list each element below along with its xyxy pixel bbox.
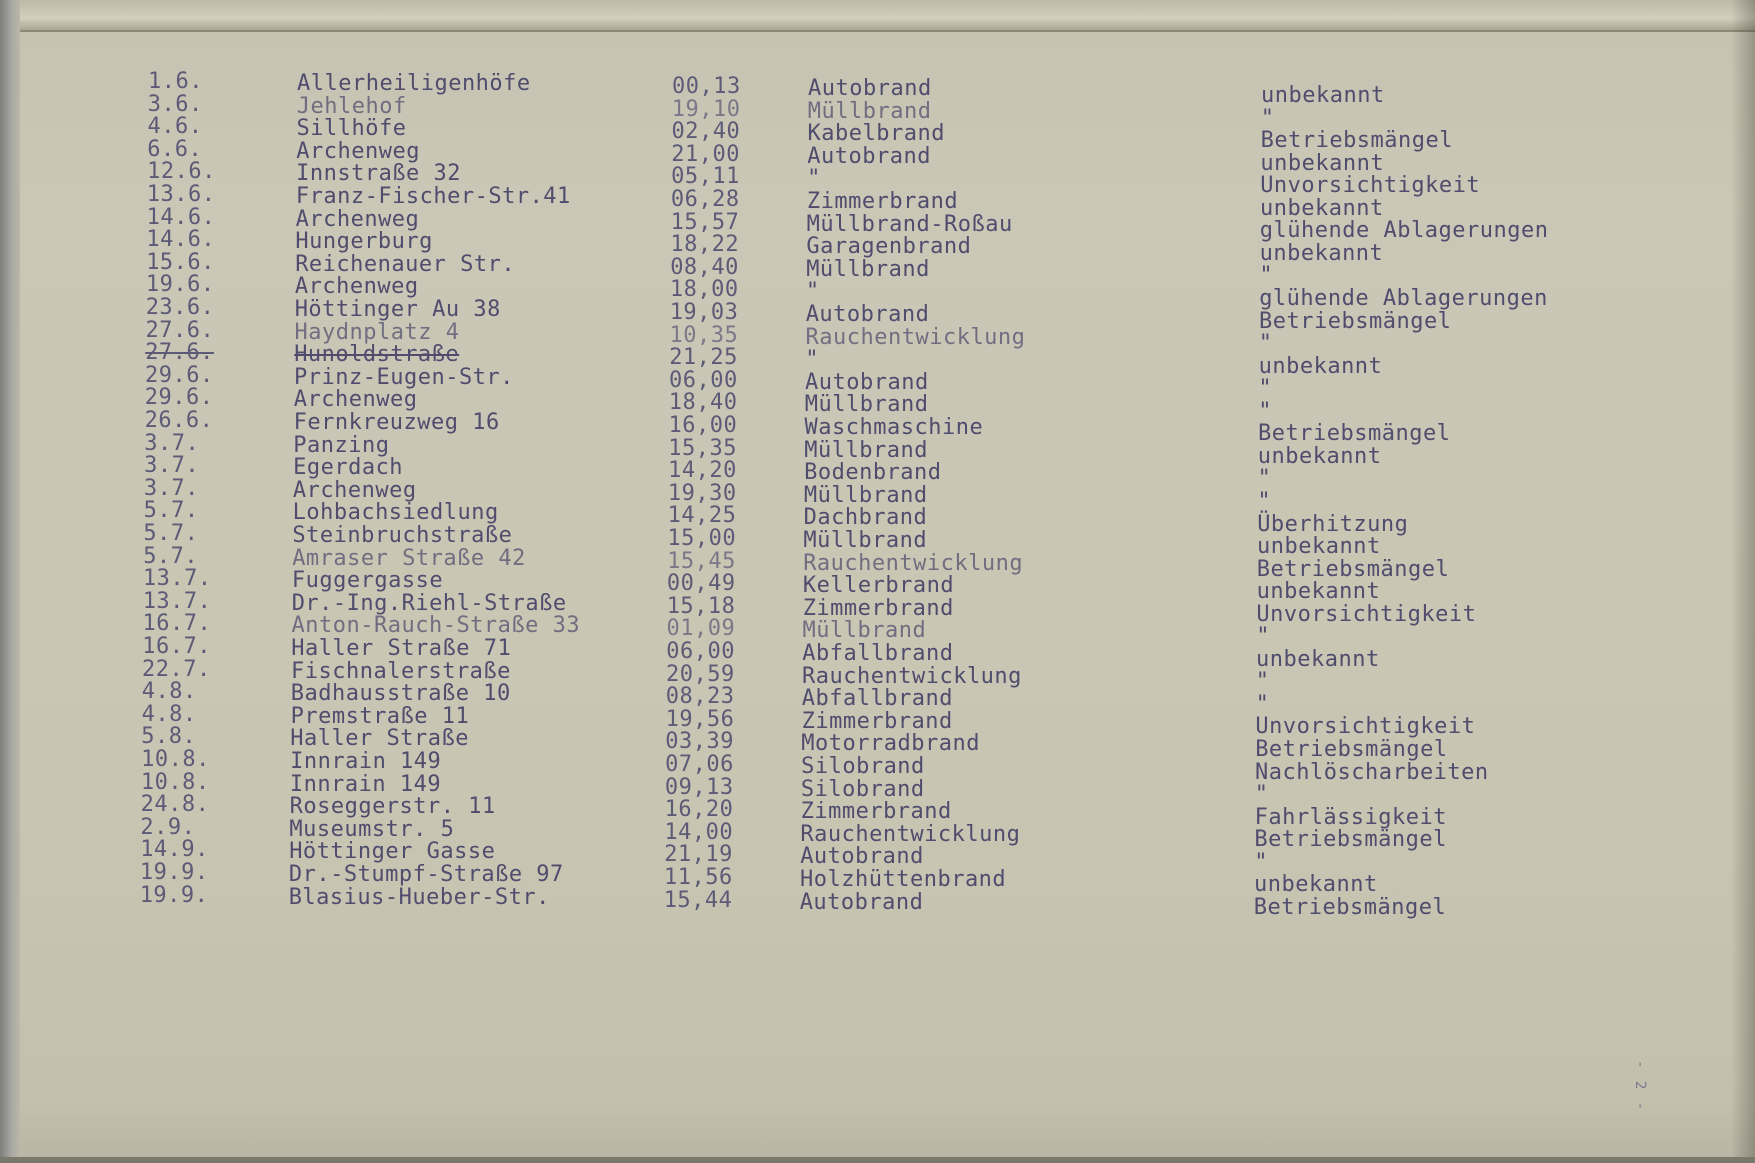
record-type: Zimmerbrand: [801, 708, 953, 734]
record-type: Kabelbrand: [807, 121, 945, 147]
record-time: 18,22: [670, 232, 740, 258]
record-type: Rauchentwicklung: [803, 550, 1024, 576]
record-row: [0, 430, 1755, 463]
record-date: 3.7.: [144, 430, 200, 456]
record-date: 19.9.: [139, 882, 209, 908]
record-type: Müllbrand: [802, 618, 927, 644]
record-place: Prinz-Eugen-Str.: [294, 364, 514, 390]
record-type: Garagenbrand: [806, 234, 972, 260]
record-date: 13.6.: [146, 182, 216, 207]
record-time: 19,30: [667, 480, 737, 506]
record-cause: ": [1258, 331, 1273, 357]
record-date: 2.9.: [140, 814, 196, 840]
record-date: 27.6.: [145, 340, 214, 366]
record-type: ": [807, 166, 821, 192]
record-cause: Unvorsichtigkeit: [1256, 601, 1477, 627]
record-cause: ": [1254, 782, 1269, 808]
record-time: 16,00: [668, 413, 738, 438]
record-date: 3.7.: [143, 475, 199, 501]
record-cause: unbekannt: [1256, 646, 1380, 672]
record-place: Reichenauer Str.: [295, 251, 516, 277]
record-date: 16.7.: [142, 611, 212, 637]
record-type: Waschmaschine: [804, 415, 984, 440]
record-time: 15,00: [667, 526, 737, 551]
record-type: Abfallbrand: [802, 641, 954, 666]
record-date: 14.9.: [140, 837, 209, 863]
record-cause: ": [1260, 105, 1275, 131]
record-cause: ": [1257, 488, 1272, 514]
record-date: 5.7.: [143, 498, 199, 524]
record-place: Archenweg: [293, 387, 418, 413]
record-place: Höttinger Au 38: [294, 297, 501, 322]
record-time: 05,11: [671, 164, 740, 190]
record-row: [0, 588, 1755, 621]
record-type: Müllbrand: [807, 98, 932, 124]
record-date: 10.8.: [141, 747, 210, 772]
record-cause: glühende Ablagerungen: [1259, 218, 1549, 244]
record-date: 14.6.: [146, 204, 216, 230]
record-place: Jehlehof: [296, 93, 407, 119]
record-place: Museumstr. 5: [289, 816, 455, 842]
record-type: Müllbrand: [803, 482, 928, 508]
record-row: [0, 475, 1755, 508]
record-row: [0, 747, 1755, 779]
record-row: [0, 860, 1755, 892]
record-place: Blasius-Hueber-Str.: [288, 884, 550, 910]
record-date: 13.7.: [142, 588, 212, 614]
record-time: 18,40: [668, 390, 738, 416]
record-time: 15,18: [666, 593, 736, 619]
record-cause: Fahrlässigkeit: [1254, 804, 1448, 830]
record-type: Autobrand: [805, 369, 929, 395]
record-row: [0, 543, 1755, 576]
record-time: 08,23: [665, 684, 735, 710]
record-date: 16.7.: [142, 634, 212, 659]
record-time: 06,28: [670, 187, 740, 212]
record-row: [0, 385, 1755, 418]
record-date: 5.7.: [143, 543, 199, 569]
record-cause: ": [1258, 376, 1273, 402]
record-date: 15.6.: [146, 249, 215, 275]
record-date: 4.8.: [141, 701, 197, 727]
record-cause: glühende Ablagerungen: [1259, 286, 1548, 311]
record-cause: unbekannt: [1260, 150, 1385, 176]
record-type: Silobrand: [800, 776, 925, 802]
record-cause: ": [1254, 849, 1268, 875]
record-row: [0, 453, 1755, 486]
record-date: 23.6.: [145, 295, 215, 320]
record-type: Autobrand: [805, 302, 930, 327]
record-date: 29.6.: [145, 362, 214, 388]
record-row: [0, 656, 1755, 689]
record-type: ": [805, 279, 820, 305]
record-row: [0, 792, 1755, 825]
record-row: [0, 679, 1755, 712]
record-time: 06,00: [666, 639, 736, 664]
record-row: [0, 611, 1755, 644]
record-type: Holzhüttenbrand: [800, 867, 1007, 892]
record-place: Innstraße 32: [296, 161, 462, 187]
record-place: Hunoldstraße: [294, 342, 460, 368]
record-cause: Betriebsmängel: [1256, 556, 1450, 582]
record-date: 26.6.: [144, 408, 214, 433]
record-place: Franz-Fischer-Str.41: [295, 184, 571, 209]
record-place: Allerheiligenhöfe: [297, 71, 531, 96]
record-time: 15,44: [663, 887, 733, 913]
record-row: [0, 769, 1755, 802]
record-cause: unbekannt: [1261, 83, 1385, 108]
record-type: Müllbrand: [804, 437, 929, 463]
record-time: 09,13: [664, 774, 734, 800]
record-time: 15,45: [667, 548, 736, 574]
record-type: Autobrand: [808, 76, 932, 101]
record-date: 19.9.: [139, 860, 209, 885]
record-date: 12.6.: [147, 159, 216, 185]
record-type: Autobrand: [799, 889, 924, 915]
record-date: 3.6.: [147, 91, 203, 117]
record-cause: Betriebsmängel: [1260, 128, 1454, 154]
record-place: Egerdach: [293, 455, 404, 481]
record-type: Rauchentwicklung: [802, 663, 1022, 689]
record-cause: unbekannt: [1254, 872, 1378, 898]
record-date: 13.7.: [142, 566, 212, 592]
record-place: Haydnplatz 4: [294, 319, 460, 345]
record-time: 18,00: [669, 277, 739, 303]
record-date: 4.8.: [141, 679, 197, 705]
record-place: Innrain 149: [290, 749, 442, 774]
record-place: Archenweg: [296, 138, 421, 164]
record-cause: Betriebsmängel: [1258, 421, 1451, 447]
record-date: 6.6.: [147, 136, 203, 162]
record-row: [0, 249, 1755, 282]
record-type: Müllbrand: [804, 392, 929, 418]
record-place: Sillhöfe: [296, 116, 407, 142]
record-cause: Betriebsmängel: [1255, 737, 1448, 762]
record-row: [0, 362, 1755, 395]
record-time: 19,10: [671, 96, 741, 122]
record-time: 11,56: [664, 865, 733, 890]
record-cause: Betriebsmängel: [1253, 894, 1447, 920]
record-time: 00,13: [672, 74, 741, 99]
record-type: Zimmerbrand: [806, 189, 959, 214]
record-type: Rauchentwicklung: [805, 324, 1026, 350]
record-time: 21,19: [664, 842, 733, 868]
record-cause: ": [1255, 691, 1270, 717]
record-row: [0, 701, 1755, 734]
record-time: 14,00: [664, 819, 734, 845]
record-date: 4.6.: [147, 114, 203, 140]
record-place: Archenweg: [294, 274, 419, 300]
record-place: Badhausstraße 10: [290, 681, 511, 707]
record-place: Haller Straße 71: [291, 636, 512, 661]
record-date: 14.6.: [146, 227, 216, 253]
record-date: 27.6.: [145, 317, 215, 343]
record-place: Roseggerstr. 11: [289, 794, 496, 820]
record-type: Rauchentwicklung: [800, 821, 1021, 847]
record-place: Anton-Rauch-Straße 33: [291, 613, 581, 639]
record-type: Müllbrand: [806, 256, 930, 282]
record-time: 10,35: [669, 322, 739, 348]
record-row: [0, 634, 1755, 666]
record-place: Dr.-Ing.Riehl-Straße: [291, 590, 567, 616]
record-type: Autobrand: [807, 143, 932, 169]
record-place: Fuggergasse: [291, 568, 444, 594]
record-place: Dr.-Stumpf-Straße 97: [288, 862, 564, 887]
record-time: 21,25: [669, 345, 738, 371]
record-time: 08,40: [670, 254, 739, 280]
record-type: Autobrand: [800, 844, 924, 870]
record-row: [0, 814, 1755, 847]
record-cause: ": [1255, 669, 1270, 695]
record-place: Innrain 149: [289, 771, 442, 797]
record-type: Zimmerbrand: [802, 595, 954, 621]
record-row: [0, 317, 1755, 350]
record-place: Archenweg: [292, 477, 417, 503]
record-time: 00,49: [666, 571, 736, 597]
record-cause: ": [1258, 398, 1272, 424]
record-row: [0, 91, 1755, 124]
record-time: 02,40: [671, 119, 741, 145]
record-date: 10.8.: [140, 769, 210, 795]
record-row: [0, 837, 1755, 870]
record-place: Höttinger Gasse: [289, 839, 496, 865]
record-time: 19,56: [665, 706, 735, 732]
record-time: 21,00: [671, 141, 741, 167]
record-cause: unbekannt: [1258, 353, 1383, 379]
record-cause: Unvorsichtigkeit: [1260, 173, 1481, 199]
record-type: Silobrand: [801, 754, 925, 779]
record-cause: ": [1257, 466, 1272, 492]
record-place: Archenweg: [295, 206, 420, 232]
record-date: 29.6.: [144, 385, 214, 411]
record-cause: Unvorsichtigkeit: [1255, 714, 1476, 740]
record-type: Kellerbrand: [802, 573, 955, 599]
record-time: 15,57: [670, 209, 740, 235]
record-time: 06,00: [669, 367, 738, 393]
record-date: 24.8.: [140, 792, 210, 818]
record-place: Amraser Straße 42: [292, 545, 526, 571]
record-cause: unbekannt: [1259, 240, 1384, 266]
record-cause: ": [1256, 624, 1270, 650]
record-cause: ": [1259, 263, 1274, 289]
record-date: 5.8.: [141, 724, 197, 750]
record-place: Haller Straße: [290, 726, 469, 752]
record-cause: Betriebsmängel: [1254, 827, 1447, 853]
record-date: 3.7.: [144, 453, 200, 479]
record-time: 07,06: [665, 752, 734, 777]
record-cause: unbekannt: [1260, 195, 1384, 221]
record-row: [0, 882, 1755, 915]
record-time: 19,03: [669, 300, 739, 325]
record-place: Panzing: [293, 432, 390, 458]
record-cause: Betriebsmängel: [1259, 308, 1452, 334]
record-place: Lohbachsiedlung: [292, 500, 499, 526]
record-place: Fischnalerstraße: [291, 658, 511, 684]
record-time: 03,39: [665, 729, 735, 755]
record-type: Abfallbrand: [801, 686, 953, 712]
record-type: Dachbrand: [803, 505, 928, 531]
record-place: Fernkreuzweg 16: [293, 410, 500, 435]
record-type: Zimmerbrand: [800, 799, 952, 825]
record-date: 1.6.: [148, 69, 203, 94]
record-time: 15,35: [668, 435, 738, 461]
record-time: 01,09: [666, 616, 736, 642]
record-place: Premstraße 11: [290, 703, 470, 729]
record-date: 5.7.: [143, 521, 199, 546]
record-cause: Überhitzung: [1257, 511, 1409, 537]
record-cause: unbekannt: [1257, 534, 1381, 559]
record-time: 20,59: [666, 661, 735, 687]
record-time: 14,25: [667, 503, 737, 529]
record-type: Müllbrand-Roßau: [806, 211, 1013, 237]
record-time: 16,20: [664, 797, 734, 823]
record-date: 19.6.: [145, 272, 215, 298]
record-type: ": [805, 347, 819, 373]
record-place: Hungerburg: [295, 229, 433, 255]
page-number-mark: - 2 -: [1632, 1060, 1648, 1113]
record-place: Steinbruchstraße: [292, 523, 513, 548]
record-type: Motorradbrand: [801, 731, 980, 757]
record-type: Müllbrand: [803, 528, 928, 553]
record-cause: Nachlöscharbeiten: [1255, 759, 1489, 785]
record-time: 14,20: [668, 458, 737, 484]
record-type: Bodenbrand: [804, 460, 942, 486]
record-cause: unbekannt: [1256, 579, 1381, 605]
record-date: 22.7.: [142, 656, 211, 682]
record-cause: unbekannt: [1257, 443, 1382, 469]
